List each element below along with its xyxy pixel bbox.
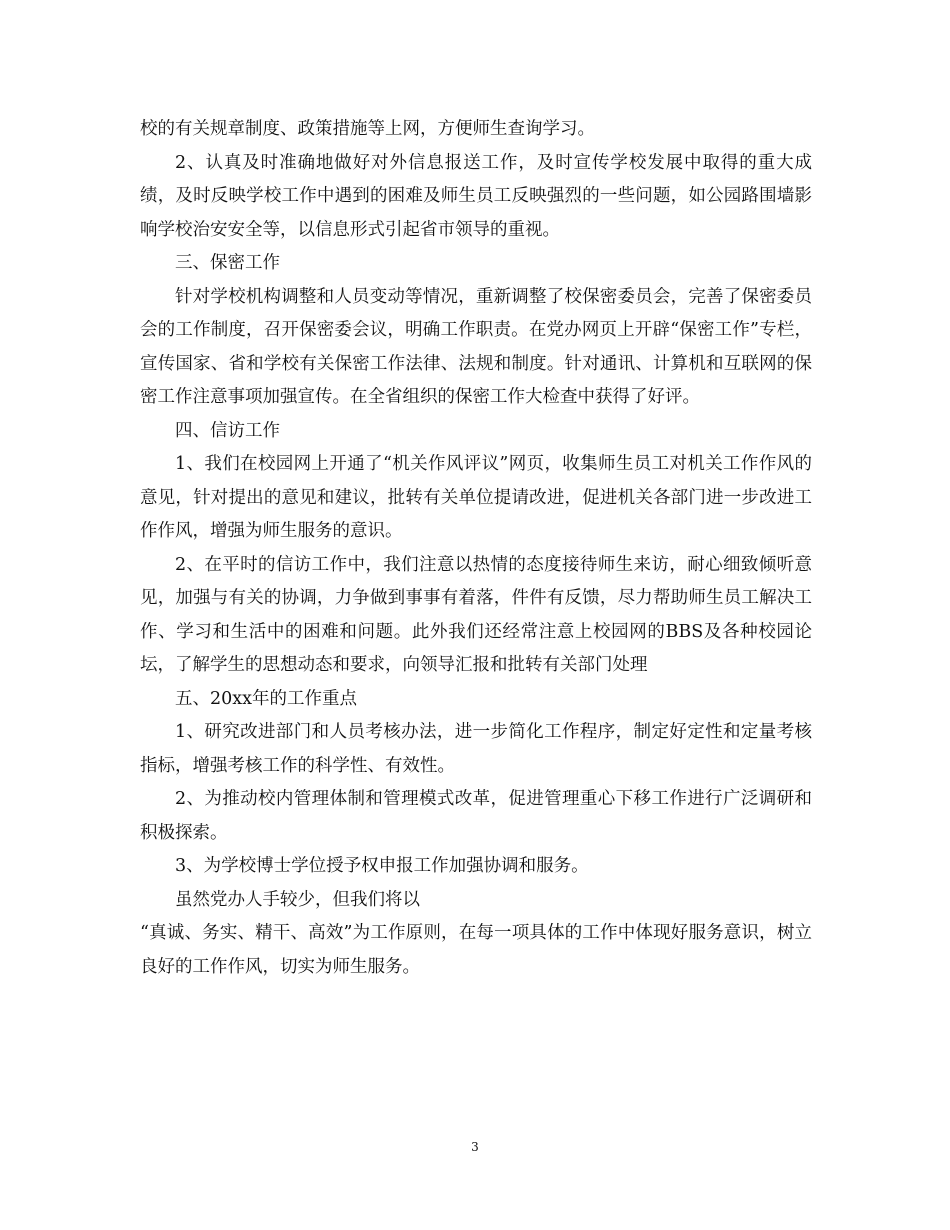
paragraph-continuation: 校的有关规章制度、政策措施等上网，方便师生查询学习。	[140, 119, 595, 139]
document-page	[140, 113, 812, 984]
section-heading-petitions: 四、信访工作	[175, 420, 280, 441]
paragraph-info-reporting: 2、认真及时准确地做好对外信息报送工作，及时宣传学校发展中取得的重大成绩，及时反映学校工作中遇到的困难及师生员工反映强烈的一些问题，如公园路围墙影响学校治安安全等，以信息形式引起省市领导的重视。	[140, 152, 812, 240]
section-heading-confidentiality: 三、保密工作	[175, 253, 280, 273]
paragraph-priorities-2: 2、为推动校内管理体制和管理模式改革，促进管理重心下移工作进行广泛调研和积极探索。	[140, 789, 812, 843]
paragraph-priorities-1: 1、研究改进部门和人员考核办法，进一步简化工作程序，制定好定性和定量考核指标，增强考核工作的科学性、有效性。	[140, 722, 812, 776]
paragraph-petitions-1: 1、我们在校园网上开通了“机关作风评议”网页，收集师生员工对机关工作作风的意见，针对提出的意见和建议，批转有关单位提请改进，促进机关各部门进一步改进工作作风，增强为师生服务的意识。	[140, 454, 812, 541]
paragraph-priorities-3: 3、为学校博士学位授予权申报工作加强协调和服务。	[175, 856, 589, 876]
paragraph-petitions-2: 2、在平时的信访工作中，我们注意以热情的态度接待师生来访，耐心细致倾听意见，加强与有关的协调，力争做到事事有着落，件件有反馈，尽力帮助师生员工解决工作、学习和生活中的困难和问题。此外我们还经常注意上校园网的BBS及各种校园论坛，了解学生的思想动态和要求，向领导汇报和批转有关部门处理	[140, 554, 812, 675]
section-heading-priorities: 五、20xx年的工作重点	[175, 688, 358, 709]
paragraph-closing: “真诚、务实、精干、高效”为工作原则，在每一项具体的工作中体现好服务意识，树立良好的工作作风，切实为师生服务。	[140, 923, 812, 977]
paragraph-confidentiality: 针对学校机构调整和人员变动等情况，重新调整了校保密委员会，完善了保密委员会的工作制度，召开保密委会议，明确工作职责。在党办网页上开辟“保密工作”专栏，宣传国家、省和学校有关保密工作法律、法规和制度。针对通讯、计算机和互联网的保密工作注意事项加强宣传。在全省组织的保密工作大检查中获得了好评。	[140, 286, 812, 407]
paragraph-closing-intro: 虽然党办人手较少，但我们将以	[175, 889, 420, 910]
page-number: 3	[471, 1140, 479, 1154]
